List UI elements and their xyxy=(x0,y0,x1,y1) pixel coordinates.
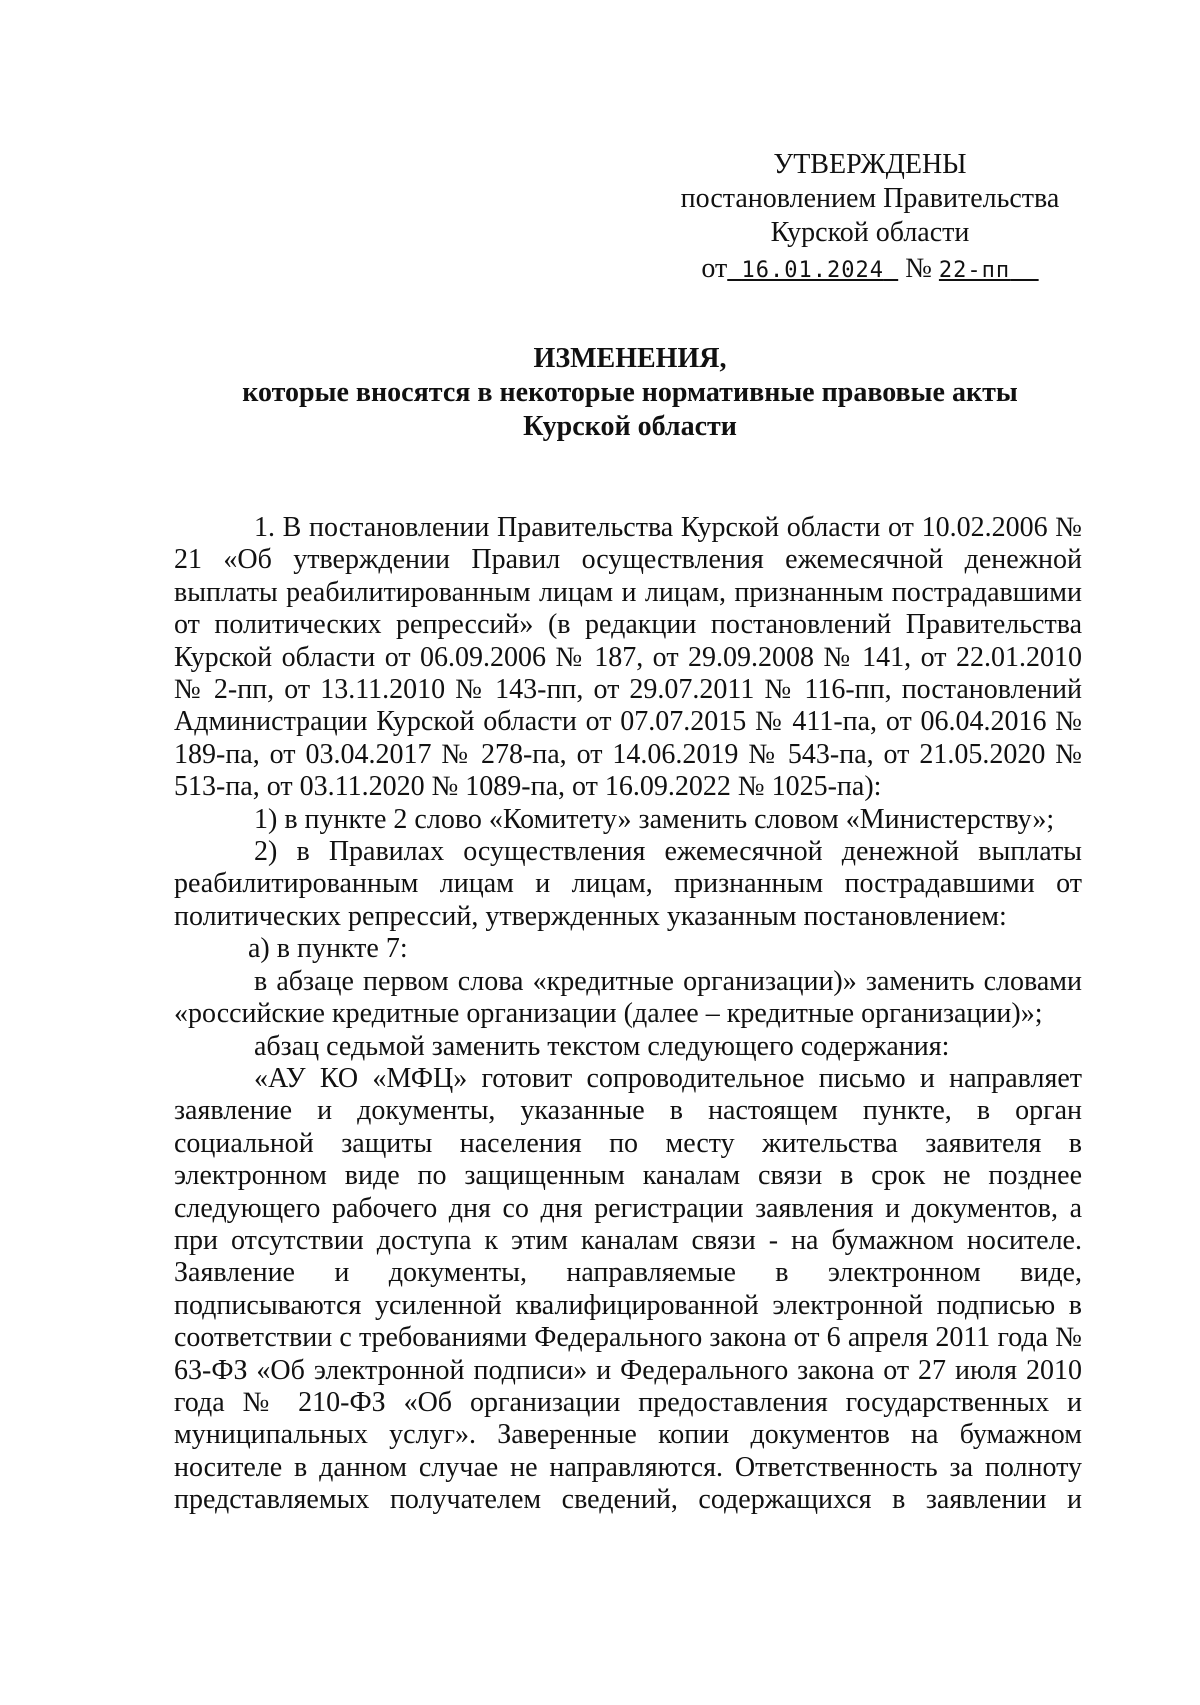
document-title xyxy=(150,342,1110,444)
date-prefix: от xyxy=(701,253,728,284)
approval-date-line xyxy=(640,252,1100,288)
title-line-1: которые вносятся в некоторые нормативные правовые акты xyxy=(242,377,1018,408)
title-line-2: Курской области xyxy=(523,411,737,442)
title-heading: ИЗМЕНЕНИЯ, xyxy=(533,343,727,374)
paragraph-2: 1) в пункте 2 слово «Комитету» заменить словом «Министерству»; xyxy=(254,803,1055,835)
paragraph-3: 2) в Правилах осуществления ежемесячной денежной выплаты реабилитированным лицам и лицам, признанным пострадавшими от политических репрессий, утвержденных указанным постановлением: xyxy=(174,836,1082,932)
approval-line-1: постановлением Правительства xyxy=(680,183,1060,214)
paragraph-7: «АУ КО «МФЦ» готовит сопроводительное письмо и направляет заявление и документы, указанные в настоящем пункте, в орган социальной защиты населения по месту жительства заявителя в электронном виде по защищенным каналам связи в срок не позднее следующего рабочего дня со дня регистрации заявления и документов, а при отсутствии доступа к этим каналам связи - на бумажном носителе. Заявление и документы, направляемые в электронном виде, подписываются усиленной квалифицированной электронной подписью в соответствии с требованиями Федерального закона от 6 апреля 2011 года № 63-ФЗ «Об электронной подписи» и Федерального закона от 27 июля 2010 года № 210-ФЗ «Об организации предоставления государственных и муниципальных услуг». Заверенные копии документов на бумажном носителе в данном случае не направляются. Ответственность за полноту представляемых получателем сведений, содержащихся в заявлении и xyxy=(174,1062,1082,1516)
document-body xyxy=(174,512,1082,1517)
approval-date: 16.01.2024 xyxy=(741,258,884,283)
approval-number: 22-пп xyxy=(938,258,1011,283)
paragraph-1: 1. В постановлении Правительства Курской области от 10.02.2006 № 21 «Об утверждении Правил осуществления ежемесячной денежной выплаты реабилитированным лицам и лицам, признанным пострадавшими от политических репрессий» (в редакции постановлений Правительства Курской области от 06.09.2006 № 187, от 29.09.2008 № 141, от 22.01.2010 № 2-пп, от 13.11.2010 № 143-пп, от 29.07.2011 № 116-пп, постановлений Администрации Курской области от 07.07.2015 № 411-па, от 06.04.2016 № 189-па, от 03.04.2017 № 278-па, от 14.06.2019 № 543-па, от 21.05.2020 № 513-па, от 03.11.2020 № 1089-па, от 16.09.2022 № 1025-па): xyxy=(174,512,1082,803)
paragraph-4: а) в пункте 7: xyxy=(248,933,408,965)
paragraph-6: абзац седьмой заменить текстом следующего содержания: xyxy=(254,1030,950,1062)
paragraph-5: в абзаце первом слова «кредитные организации)» заменить словами «российские кредитные организации (далее – кредитные организации)»; xyxy=(174,965,1082,1030)
approval-block xyxy=(640,148,1100,288)
number-prefix: № xyxy=(905,253,932,284)
approval-line-2: Курской области xyxy=(770,217,970,248)
approval-stamp: УТВЕРЖДЕНЫ xyxy=(773,149,967,180)
